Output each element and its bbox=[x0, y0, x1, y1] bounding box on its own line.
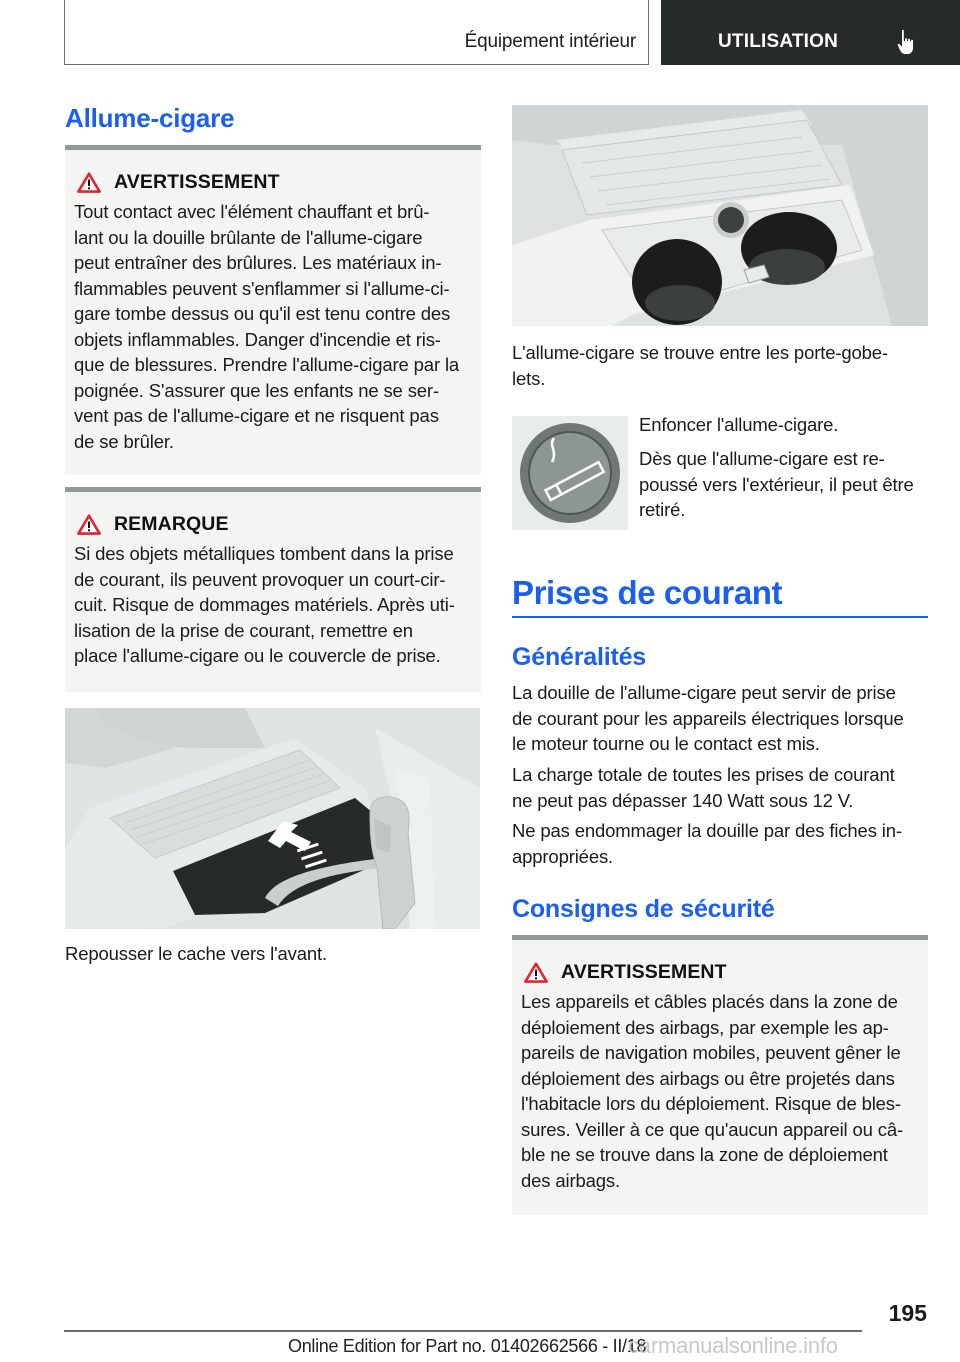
figure-cup-holders bbox=[512, 105, 928, 326]
heading-prises-de-courant: Prises de courant bbox=[512, 574, 783, 611]
chapter-tab[interactable] bbox=[661, 0, 960, 65]
figure-caption-cup-holders: L'allume-cigare se trouve entre les porte-gobe- lets. bbox=[512, 342, 888, 389]
footer-edition-text: Online Edition for Part no. 01402662566 - II/18 bbox=[288, 1336, 647, 1356]
page-number: 195 bbox=[888, 1300, 927, 1326]
warning-text: Les appareils et câbles placés dans la zone de déploiement des airbags, par exemple les ap- pareils de navigation mobiles, peuvent gêner le déploiement des airbags ou être projetés dans l'habitacle lors du déploiement. Risque de bles- sures. Veiller à ce que qu'aucun appareil ou câ- ble ne se trouve dans la zone de déploiement des airbags. bbox=[521, 991, 903, 1191]
general-paragraph-2: La charge totale de toutes les prises de courant ne peut pas dépasser 140 Watt sous 12 V. bbox=[512, 764, 895, 811]
cup-holder-illustration bbox=[512, 105, 928, 326]
figure-lighter-button bbox=[512, 416, 628, 530]
warning-triangle-icon bbox=[77, 172, 101, 193]
step-2-text: Dès que l'allume-cigare est re- poussé vers l'extérieur, il peut être retiré. bbox=[639, 448, 914, 520]
section-title: Équipement intérieur bbox=[464, 31, 636, 52]
warning-title: AVERTISSEMENT bbox=[561, 960, 727, 983]
warning-text: Tout contact avec l'élément chauffant et brû- lant ou la douille brûlante de l'allume-cigare peut entraîner des brûlures. Les matériaux in- flammables peuvent s'enflammer si l'allume-ci- gare tombe dessus ou qu'il est tenu contre des objets inflammables. Danger d'incendie et ris- que de blessures. Prendre l'allume-cigare par la poignée. S'assurer que les enfants ne se ser- vent pas de l'allume-cigare et ne risquent pas de se brûler. bbox=[74, 201, 460, 452]
note-title: REMARQUE bbox=[114, 512, 229, 535]
warning-box-airbags bbox=[512, 935, 928, 1215]
center-console-illustration bbox=[65, 708, 480, 929]
warning-triangle-icon bbox=[77, 514, 101, 535]
figure-caption-slide-cover: Repousser le cache vers l'avant. bbox=[65, 943, 327, 964]
subheading-consignes: Consignes de sécurité bbox=[512, 895, 775, 923]
general-paragraph-1: La douille de l'allume-cigare peut servir de prise de courant pour les appareils électriques lorsque le moteur tourne ou le contact est mis. bbox=[512, 682, 904, 754]
warning-triangle-icon bbox=[524, 962, 548, 983]
step-1-text: Enfoncer l'allume-cigare. bbox=[639, 414, 839, 435]
header-section-box bbox=[64, 0, 649, 65]
hand-pointer-icon bbox=[897, 29, 917, 55]
cigarette-lighter-icon bbox=[512, 416, 628, 530]
heading-rule bbox=[512, 616, 928, 618]
subheading-generalites: Généralités bbox=[512, 643, 646, 671]
footer-rule bbox=[64, 1330, 862, 1332]
heading-allume-cigare: Allume-cigare bbox=[65, 103, 235, 133]
note-text: Si des objets métalliques tombent dans la prise de courant, ils peuvent provoquer un court-cir- cuit. Risque de dommages matériels. Après uti- lisation de la prise de courant, remettre en place l'allume-cigare ou le couvercle de prise. bbox=[74, 543, 455, 666]
warning-box-burn bbox=[65, 145, 481, 475]
general-paragraph-3: Ne pas endommager la douille par des fiches in- appropriées. bbox=[512, 820, 902, 867]
figure-slide-cover bbox=[65, 708, 480, 929]
chapter-tab-label: UTILISATION bbox=[718, 31, 839, 52]
footer-watermark[interactable]: carmanualsonline.info bbox=[628, 1333, 838, 1358]
note-box-short-circuit bbox=[65, 487, 481, 692]
warning-title: AVERTISSEMENT bbox=[114, 170, 280, 193]
